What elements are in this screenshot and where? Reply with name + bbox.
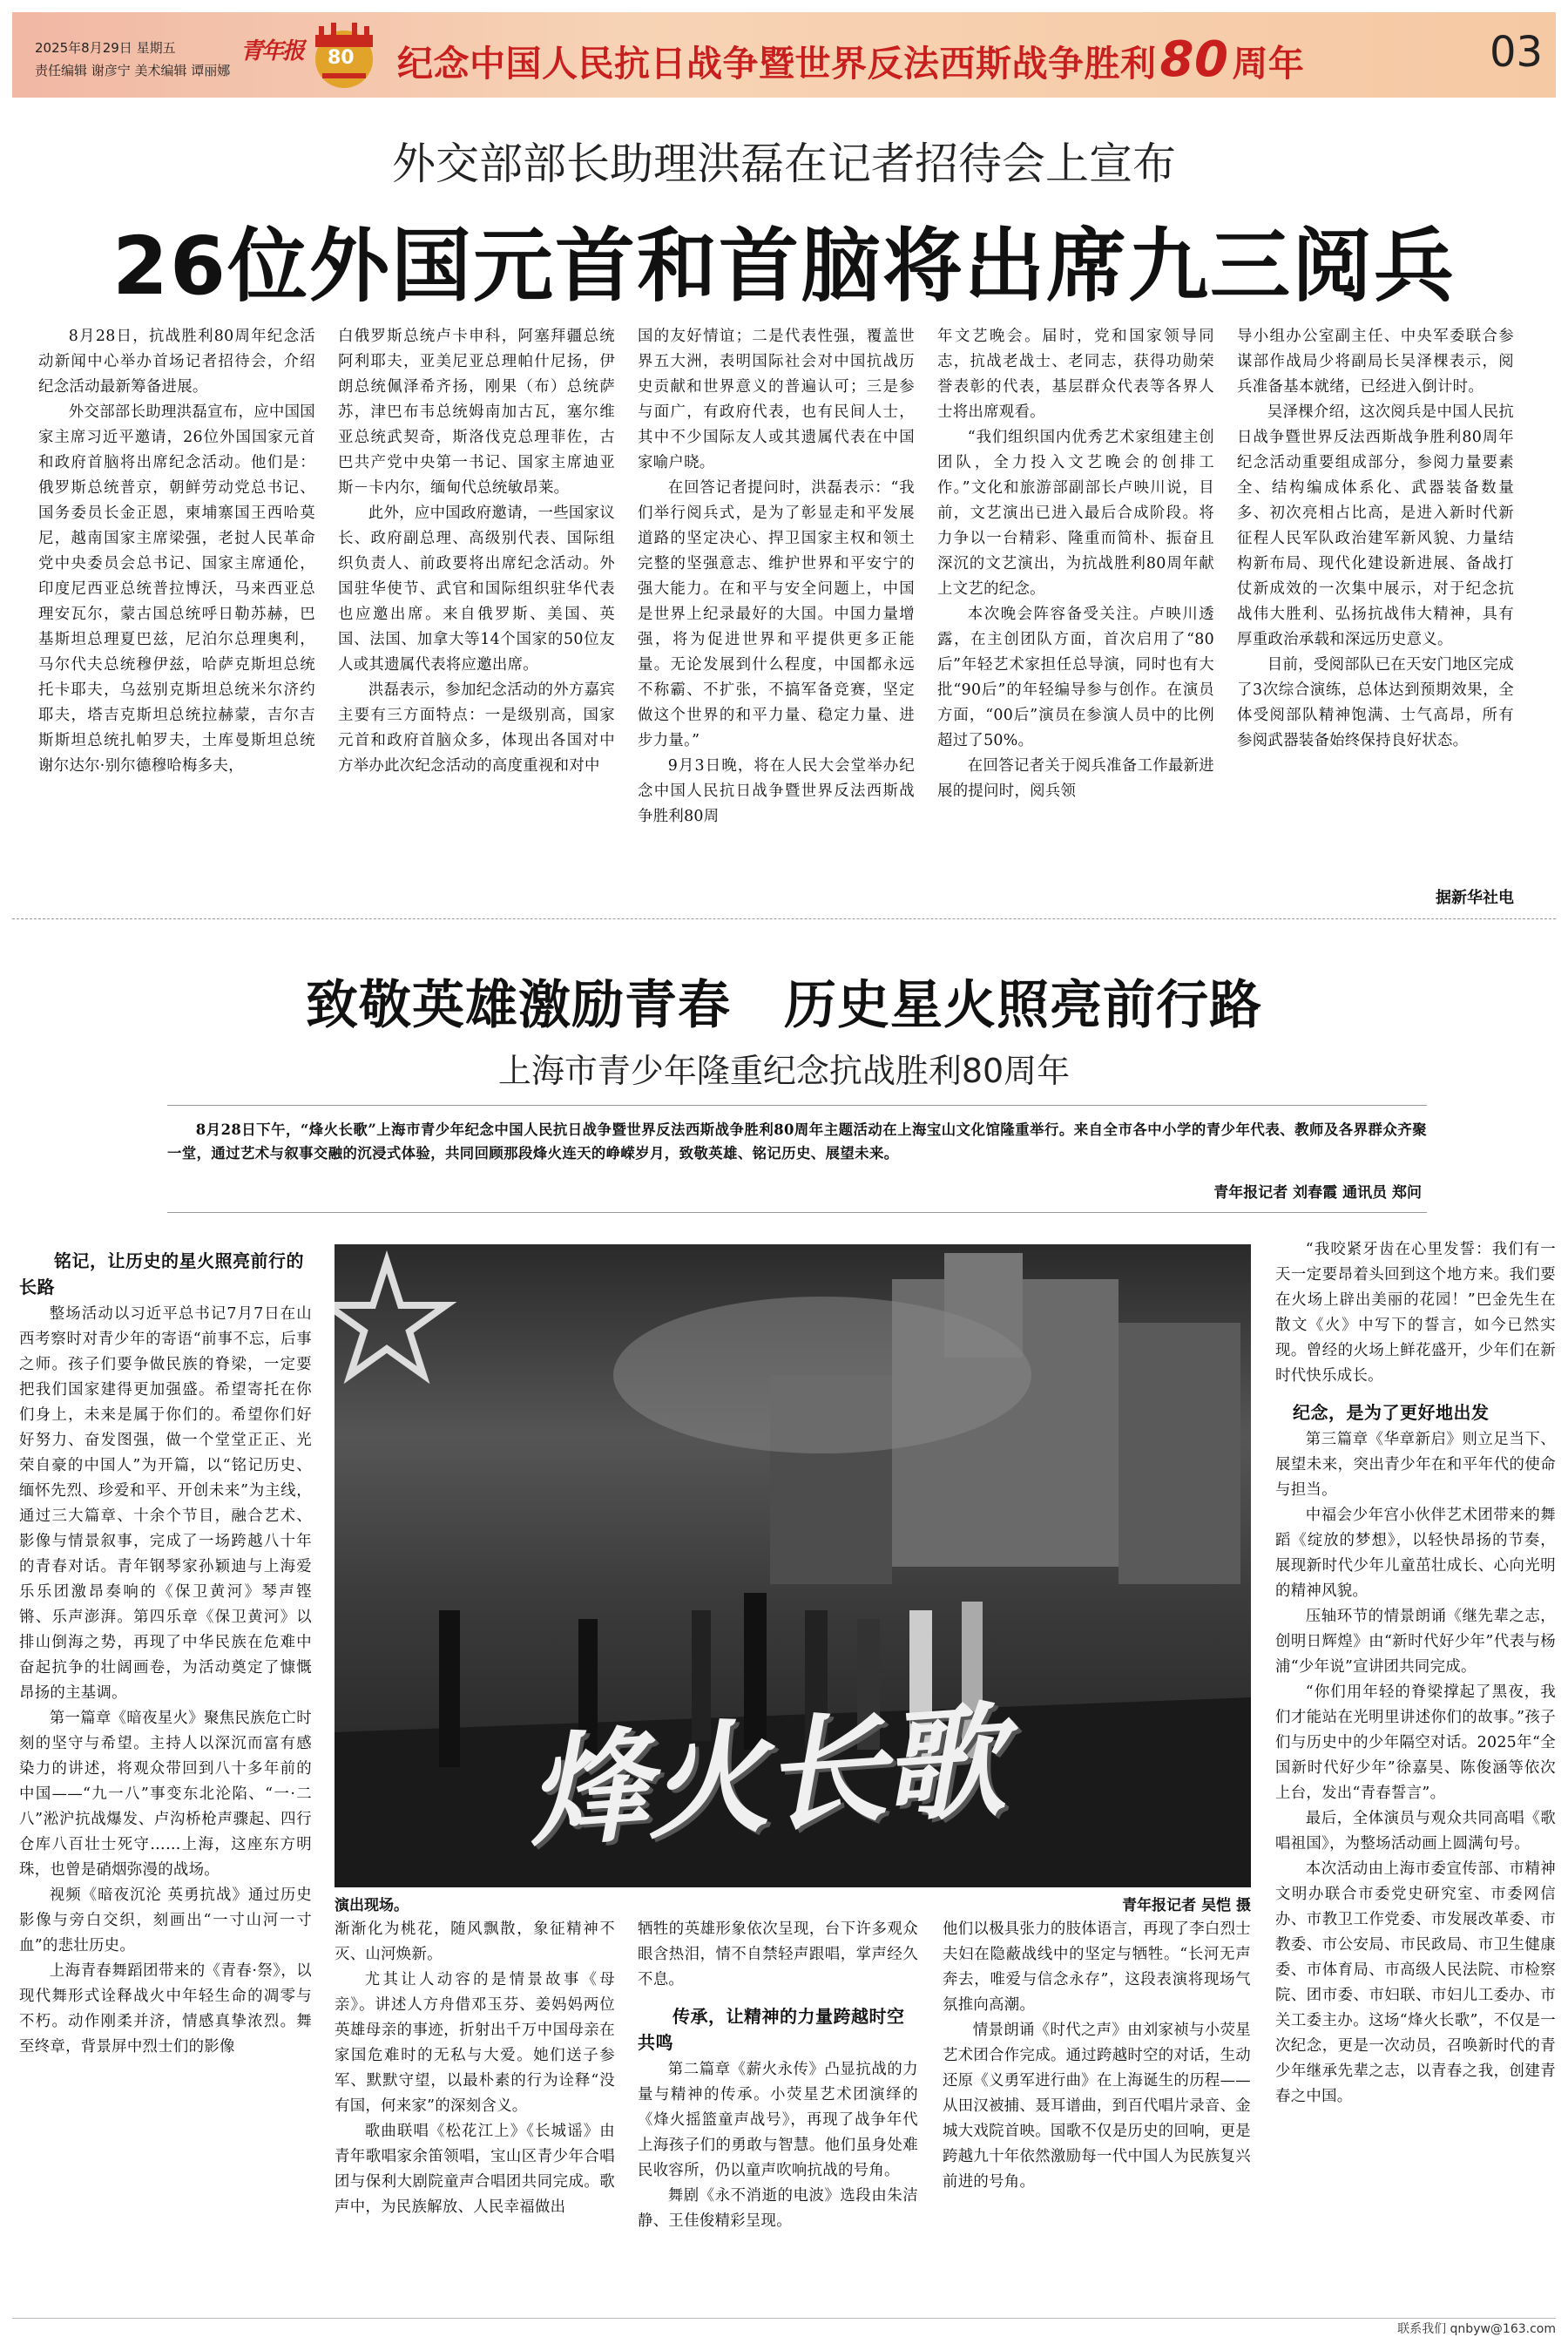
article2-column-3	[638, 1917, 918, 2311]
article2-column-1	[19, 1213, 312, 2314]
article2-paragraph: 第三篇章《华章新启》则立足当下、展望未来，突出青少年在和平年代的使命与担当。	[1275, 1431, 1556, 1499]
photo-caption: 演出现场。	[335, 1897, 409, 1914]
article1-column-2	[338, 324, 615, 910]
article1-paragraph: 年文艺晚会。届时，党和国家领导同志，抗战老战士、老同志，获得功勋荣誉表彰的代表，基层群众代表等各界人士将出席观看。	[937, 328, 1214, 421]
article2-paragraph: 第一篇章《暗夜星火》聚焦民族危亡时刻的坚守与希望。主持人以深沉而富有感染力的讲述，将观众带回到八十多年前的中国——“九一八”事变东北沦陷、“一·二八”淞沪抗战爆发、卢沟桥枪声骤起、四行仓库八百壮士死守……上海，这座东方明珠，也曾是硝烟弥漫的战场。	[19, 1710, 312, 1879]
article1-paragraph: 导小组办公室副主任、中央军委联合参谋部作战局少将副局长吴泽棵表示，阅兵准备基本就绪，已经进入倒计时。	[1237, 328, 1514, 396]
article2-paragraph: 尤其让人动容的是情景故事《母亲》。讲述人方舟借邓玉芬、姜妈妈两位英雄母亲的事迹，折射出千万中国母亲在家国危难时的无私与大爱。她们送子参军、默默守望，以最朴素的行为诠释“没有国，何来家”的深刻含义。	[335, 1971, 615, 2115]
article1-paragraph: 本次晚会阵容备受关注。卢映川透露，在主创团队方面，首次启用了“80后”年轻艺术家担任总导演，同时也有大批“90后”的年轻编导参与创作。在演员方面，“00后”演员在参演人员中的比例超过了50%。	[937, 606, 1214, 749]
masthead	[12, 12, 1556, 98]
page-number: 03	[1490, 28, 1544, 77]
article1-column-4	[937, 324, 1214, 910]
article1-column-3	[638, 324, 915, 910]
article2-subtitle: 上海市青少年隆重纪念抗战胜利80周年	[497, 1052, 1071, 1090]
article2-lead-box	[167, 1105, 1427, 1213]
article1-paragraph: 外交部部长助理洪磊宣布，应中国国家主席习近平邀请，26位外国国家元首和政府首脑将出席纪念活动。他们是：俄罗斯总统普京，朝鲜劳动党总书记、国务委员长金正恩，柬埔寨国王西哈莫尼，越南国家主席梁强，老挝人民革命党中央委员会总书记、国家主席通伦，印度尼西亚总统普拉博沃，马来西亚总理安瓦尔，蒙古国总统呼日勒苏赫，巴基斯坦总理夏巴兹，尼泊尔总理奥利，马尔代夫总统穆伊兹，哈萨克斯坦总统托卡耶夫，乌兹别克斯坦总统米尔济约耶夫，塔吉克斯坦总统拉赫蒙，吉尔吉斯斯坦总统扎帕罗夫，土库曼斯坦总统谢尔达尔·别尔德穆哈梅多夫，	[38, 403, 315, 775]
banner-title	[397, 31, 1304, 88]
section-divider	[12, 918, 1556, 919]
banner-number: 80	[1159, 31, 1229, 88]
article1-subtitle: 外交部部长助理洪磊在记者招待会上宣布	[392, 139, 1176, 189]
article1-paragraph: 目前，受阅部队已在天安门地区完成了3次综合演练，总体达到预期效果，全体受阅部队精神饱满、士气高昂，所有参阅武器装备始终保持良好状态。	[1237, 656, 1514, 749]
article1-paragraph: 吴泽棵介绍，这次阅兵是中国人民抗日战争暨世界反法西斯战争胜利80周年纪念活动重要组成部分，参阅力量要素全、结构编成体系化、武器装备数量多、初次亮相占比高，是进入新时代新征程人民军队政治建军新风貌、力量结构新布局、现代化建设新进展、备战打仗新成效的一次集中展示，对于纪念抗战伟大胜利、弘扬抗战伟大精神，具有厚重政治承载和深远历史意义。	[1237, 403, 1514, 648]
article2-paragraph: 渐渐化为桃花，随风飘散，象征精神不灭、山河焕新。	[335, 1920, 615, 1963]
article1-column-1	[38, 324, 315, 910]
article1-paragraph: 8月28日，抗战胜利80周年纪念活动新闻中心举办首场记者招待会，介绍纪念活动最新筹备进展。	[38, 328, 315, 396]
article2-paragraph: 歌曲联唱《松花江上》《长城谣》由青年歌唱家余笛领唱，宝山区青少年合唱团与保利大剧院童声合唱团共同完成。歌声中，为民族解放、人民幸福做出	[335, 2123, 615, 2216]
photo-credit: 青年报记者 吴恺 摄	[1122, 1897, 1251, 1914]
article1-paragraph: 洪磊表示，参加纪念活动的外方嘉宾主要有三方面特点：一是级别高，国家元首和政府首脑众多，体现出各国对中方举办此次纪念活动的高度重视和对中	[338, 681, 615, 775]
article2-paragraph: 视频《暗夜沉沦 英勇抗战》通过历史影像与旁白交织，刻画出“一寸山河一寸血”的悲壮历史。	[19, 1887, 312, 1954]
article2-paragraph: 第二篇章《薪火永传》凸显抗战的力量与精神的传承。小荧星艺术团演绎的《烽火摇篮童声战号》，再现了战争年代上海孩子们的勇敢与智慧。他们虽身处难民收容所，仍以童声吹响抗战的号角。	[638, 2061, 918, 2179]
article2-column-5	[1275, 1237, 1556, 2311]
footer-contact: 联系我们 qnbyw@163.com	[1397, 2322, 1556, 2336]
article2-paragraph: 情景朗诵《时代之声》由刘家祯与小荧星艺术团合作完成。通过跨越时空的对话，生动还原《义勇军进行曲》在上海诞生的历程——从田汉被捕、聂耳谱曲，到百代唱片录音、金城大戏院首映。国歌不仅是历史的回响，更是跨越九十年依然激励每一代中国人为民族复兴前进的号角。	[943, 2022, 1251, 2191]
footer-rule	[12, 2318, 1556, 2319]
article2-paragraph: 上海青春舞蹈团带来的《青春·祭》，以现代舞形式诠释战火中年轻生命的凋零与不朽。动作刚柔并济，情感真挚浓烈。舞至终章，背景屏中烈士们的影像	[19, 1962, 312, 2056]
article2-column-4	[943, 1917, 1251, 2311]
article1-paragraph: 此外，应中国政府邀请，一些国家议长、政府副总理、高级别代表、国际组织负责人、前政要将出席纪念活动。外国驻华使节、武官和国际组织驻华代表也应邀出席。来自俄罗斯、美国、英国、法国、加拿大等14个国家的50位友人或其遗属代表将应邀出席。	[338, 505, 615, 674]
article1-source: 据新华社电	[1436, 889, 1514, 907]
article1-paragraph: 在回答记者提问时，洪磊表示：“我们举行阅兵式，是为了彰显走和平发展道路的坚定决心、捍卫国家主权和领土完整的坚强意志、维护世界和平安宁的强大能力。在和平与安全问题上，中国是世界上纪录最好的大国。中国力量增强，将为促进世界和平提供更多正能量。无论发展到什么程度，中国都永远不称霸、不扩张，不搞军备竞赛，坚定做这个世界的和平力量、稳定力量、进步力量。”	[638, 479, 915, 749]
masthead-editors: 责任编辑 谢彦宁 美术编辑 谭丽娜	[35, 63, 231, 78]
anniversary-emblem	[305, 19, 383, 91]
article2-paragraph: 压轴环节的情景朗诵《继先辈之志，创明日辉煌》由“新时代好少年”代表与杨浦“少年说”宣讲团共同完成。	[1275, 1608, 1556, 1676]
article2-paragraph: 牺牲的英雄形象依次呈现，台下许多观众眼含热泪，情不自禁轻声跟唱，掌声经久不息。	[638, 1920, 918, 1988]
article1-paragraph: “我们组织国内优秀艺术家组建主创团队，全力投入文艺晚会的创排工作。”文化和旅游部副部长卢映川说，目前，文艺演出已进入最后合成阶段。将力争以一台精彩、隆重而简朴、振奋且深沉的文艺演出，为抗战胜利80周年献上文艺的纪念。	[937, 429, 1214, 598]
article2-lead: 8月28日下午，“烽火长歌”上海市青少年纪念中国人民抗日战争暨世界反法西斯战争胜利80周年主题活动在上海宝山文化馆隆重举行。来自全市各中小学的青少年代表、教师及各界群众齐聚一堂，通过艺术与叙事交融的沉浸式体验，共同回顾那段烽火连天的峥嵘岁月，致敬英雄、铭记历史、展望未来。	[167, 1121, 1427, 1162]
banner-text: 纪念中国人民抗日战争暨世界反法西斯战争胜利	[397, 43, 1157, 85]
article1-title: 26位外国元首和首脑将出席九三阅兵	[112, 220, 1456, 313]
newspaper-logo: 青年报	[240, 38, 304, 64]
article2-paragraph: 最后，全体演员与观众共同高唱《歌唱祖国》，为整场活动画上圆满句号。	[1275, 1810, 1556, 1853]
stage-text: 烽火长歌	[522, 1690, 1005, 1866]
article2-column-2	[335, 1917, 615, 2311]
article2-paragraph: 本次活动由上海市委宣传部、市精神文明办联合市委党史研究室、市委网信办、市教卫工作党委、市发展改革委、市教委、市公安局、市民政局、市卫生健康委、市体育局、市高级人民法院、市检察院、团市委、市妇联、市妇儿工委办、市关工委主办。这场“烽火长歌”，不仅是一次纪念，更是一次动员，召唤新时代的青少年继承先辈之志，以青春之我，创建青春之中国。	[1275, 1860, 1556, 2105]
article1-paragraph: 国的友好情谊；二是代表性强，覆盖世界五大洲，表明国际社会对中国抗战历史贡献和世界意义的普遍认可；三是参与面广，有政府代表，也有民间人士，其中不少国际友人或其遗属代表在中国家喻户晓。	[638, 328, 915, 471]
stage-photo	[335, 1244, 1251, 1887]
article1-paragraph: 9月3日晚，将在人民大会堂举办纪念中国人民抗日战争暨世界反法西斯战争胜利80周	[638, 757, 915, 825]
article2-paragraph: 舞剧《永不消逝的电波》选段由朱洁静、王佳俊精彩呈现。	[638, 2187, 918, 2230]
article2-title: 致敬英雄激励青春 历史星火照亮前行路	[306, 975, 1262, 1036]
article2-paragraph: 整场活动以习近平总书记7月7日在山西考察时对青少年的寄语“前事不忘，后事之师。孩子们要争做民族的脊梁，一定要把我们国家建得更加强盛。希望寄托在你们身上，未来是属于你们的。希望你们好好努力、奋发图强，做一个堂堂正正、光荣自豪的中国人”为开篇，以“铭记历史、缅怀先烈、珍爱和平、开创未来”为主线，通过三大篇章、十余个节目，融合艺术、影像与情景叙事，完成了一场跨越八十年的青春对话。青年钢琴家孙颖迪与上海爱乐乐团激昂奏响的《保卫黄河》琴声铿锵、乐声澎湃。第四乐章《保卫黄河》以排山倒海之势，再现了中华民族在危难中奋起抗争的壮阔画卷，为活动奠定了慷慨昂扬的主基调。	[19, 1305, 312, 1702]
article2-paragraph: “我咬紧牙齿在心里发誓：我们有一天一定要昂着头回到这个地方来。我们要在火场上辟出美丽的花园！”巴金先生在散文《火》中写下的誓言，如今已然实现。曾经的火场上鲜花盛开，少年们在新时代快乐成长。	[1275, 1241, 1556, 1385]
article2-byline: 青年报记者 刘春霞 通讯员 郑问	[1213, 1184, 1422, 1202]
emblem-number: 80	[328, 47, 355, 69]
article2-paragraph: “你们用年轻的脊梁撑起了黑夜，我们才能站在光明里讲述你们的故事。”孩子们与历史中的少年隔空对话。2025年“全国新时代好少年”徐嘉昊、陈俊涵等依次上台，发出“青春誓言”。	[1275, 1683, 1556, 1802]
article2-paragraph: 他们以极具张力的肢体语言，再现了李白烈士夫妇在隐蔽战线中的坚定与牺牲。“长河无声奔去，唯爱与信念永存”，这段表演将现场气氛推向高潮。	[943, 1920, 1251, 2014]
banner-suffix: 周年	[1232, 43, 1305, 85]
article1-column-5	[1237, 324, 1514, 882]
article2-section-heading: 纪念，是为了更好地出发	[1293, 1402, 1490, 1423]
article1-paragraph: 白俄罗斯总统卢卡申科，阿塞拜疆总统阿利耶夫，亚美尼亚总理帕什尼扬，伊朗总统佩泽希齐扬，刚果（布）总统萨苏，津巴布韦总统姆南加古瓦，塞尔维亚总统武契奇，斯洛伐克总理菲佐，古巴共产党中央第一书记、国家主席迪亚斯－卡内尔，缅甸代总统敏昂莱。	[338, 328, 615, 497]
article2-paragraph: 中福会少年宫小伙伴艺术团带来的舞蹈《绽放的梦想》，以轻快昂扬的节奏，展现新时代少年儿童茁壮成长、心向光明的精神风貌。	[1275, 1507, 1556, 1600]
article1-paragraph: 在回答记者关于阅兵准备工作最新进展的提问时，阅兵领	[937, 757, 1214, 800]
article2-section-heading: 铭记，让历史的星火照亮前行的长路	[19, 1250, 304, 1297]
article2-section-heading: 传承，让精神的力量跨越时空共鸣	[638, 2006, 905, 2053]
masthead-date: 2025年8月29日 星期五	[35, 40, 176, 56]
